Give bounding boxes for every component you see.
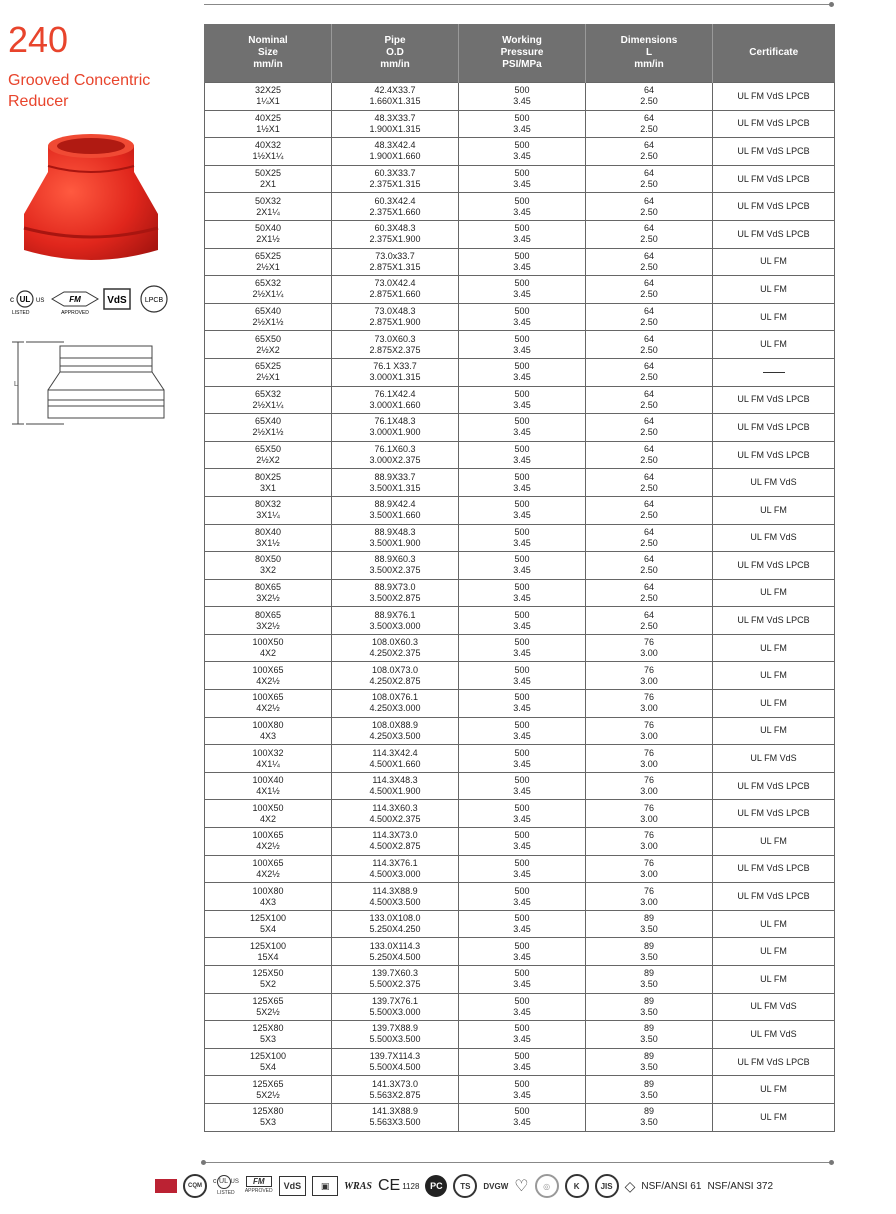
pipe-od-cell: 141.3X73.0 5.563X2.875 [332,1076,459,1104]
table-row [205,469,835,497]
working-pressure-cell: 500 3.45 [459,938,586,966]
table-row [205,193,835,221]
dimensions-cell: 89 3.50 [586,966,713,994]
nominal-size-cell: 125X80 5X3 [205,1021,332,1049]
footer-certification-logos [155,1172,835,1200]
working-pressure-cell: 500 3.45 [459,276,586,304]
pipe-od-cell: 76.1X42.4 3.000X1.660 [332,386,459,414]
pipe-od-cell: 42.4X33.7 1.660X1.315 [332,83,459,111]
certificate-cell: UL FM VdS LPCB [713,220,835,248]
header-certificate: Certificate [713,24,835,83]
c-mark: c [10,295,14,304]
dimensions-cell: 64 2.50 [586,303,713,331]
certificate-cell: UL FM VdS LPCB [713,414,835,442]
sp-diamond-icon: ◇ [624,1177,636,1194]
working-pressure-cell: 500 3.45 [459,552,586,580]
dimensions-cell: 64 2.50 [586,110,713,138]
table-row [205,1103,835,1131]
pipe-od-cell: 73.0x33.7 2.875X1.315 [332,248,459,276]
dimensions-cell: 76 3.00 [586,717,713,745]
listed-text: LISTED [12,310,30,316]
dimensions-cell: 64 2.50 [586,386,713,414]
pipe-od-cell: 139.7X114.3 5.500X4.500 [332,1048,459,1076]
nominal-size-cell: 65X25 2½X1 [205,358,332,386]
pipe-od-cell: 139.7X76.1 5.500X3.000 [332,993,459,1021]
fm-approved-icon [245,1175,273,1197]
table-row [205,303,835,331]
table-row [205,524,835,552]
dimensions-cell: 64 2.50 [586,414,713,442]
pipe-od-cell: 108.0X76.1 4.250X3.000 [332,690,459,718]
spec-table [204,24,835,1132]
pipe-od-cell: 139.7X88.9 5.500X3.500 [332,1021,459,1049]
nominal-size-cell: 65X50 2½X2 [205,441,332,469]
certificate-cell: UL FM VdS LPCB [713,165,835,193]
working-pressure-cell: 500 3.45 [459,607,586,635]
nominal-size-cell: 100X50 4X2 [205,800,332,828]
pipe-od-cell: 76.1X48.3 3.000X1.900 [332,414,459,442]
nominal-size-cell: 100X65 4X2½ [205,855,332,883]
us-mark: US [230,1178,239,1185]
kc-icon: K [565,1174,589,1198]
working-pressure-cell: 500 3.45 [459,469,586,497]
table-row [205,83,835,111]
pipe-od-cell: 88.9X48.3 3.500X1.900 [332,524,459,552]
bottom-rule [204,1162,830,1163]
product-name: Grooved Concentric Reducer [8,72,151,110]
certificate-cell: UL FM VdS LPCB [713,772,835,800]
table-row [205,828,835,856]
pipe-od-cell: 76.1X60.3 3.000X2.375 [332,441,459,469]
table-row [205,910,835,938]
nominal-size-cell: 100X50 4X2 [205,634,332,662]
nominal-size-cell: 65X40 2½X1½ [205,303,332,331]
nsf-372-label: NSF/ANSI 372 [707,1180,774,1192]
nominal-size-cell: 125X100 15X4 [205,938,332,966]
shield-check-icon: ♡ [514,1178,529,1195]
table-row [205,496,835,524]
pipe-od-cell: 60.3X33.7 2.375X1.315 [332,165,459,193]
certificate-cell: UL FM VdS [713,524,835,552]
dimensions-cell: 64 2.50 [586,607,713,635]
working-pressure-cell: 500 3.45 [459,441,586,469]
working-pressure-cell: 500 3.45 [459,855,586,883]
vds-icon: VdS [279,1176,307,1196]
working-pressure-cell: 500 3.45 [459,83,586,111]
dimensions-cell: 64 2.50 [586,193,713,221]
pipe-od-cell: 73.0X42.4 2.875X1.660 [332,276,459,304]
dimensions-cell: 64 2.50 [586,248,713,276]
header-pipe-od: Pipe O.D mm/in [332,24,459,83]
product-number: 240 [8,19,69,60]
us-text: US [36,298,45,304]
nominal-size-cell: 40X32 1½X1¼ [205,138,332,166]
dimensions-cell: 76 3.00 [586,772,713,800]
approved-mark: APPROVED [244,1188,273,1194]
working-pressure-cell: 500 3.45 [459,1076,586,1104]
certificate-cell: UL FM VdS [713,745,835,773]
l-label: L [14,381,18,388]
dimensions-cell: 64 2.50 [586,469,713,497]
certificate-cell: UL FM VdS LPCB [713,607,835,635]
nominal-size-cell: 125X65 5X2½ [205,1076,332,1104]
nominal-size-cell: 32X25 1¼X1 [205,83,332,111]
dimension-drawing [8,338,176,430]
certificate-cell: UL FM [713,579,835,607]
working-pressure-cell: 500 3.45 [459,165,586,193]
certificate-cell: UL FM [713,717,835,745]
dimensions-cell: 76 3.00 [586,800,713,828]
certificate-cell: UL FM VdS LPCB [713,110,835,138]
nominal-size-cell: 80X25 3X1 [205,469,332,497]
dimensions-cell: 64 2.50 [586,496,713,524]
pipe-od-cell: 60.3X42.4 2.375X1.660 [332,193,459,221]
working-pressure-cell: 500 3.45 [459,496,586,524]
pipe-od-cell: 88.9X42.4 3.500X1.660 [332,496,459,524]
ce-icon [378,1175,419,1197]
certificate-cell: UL FM [713,662,835,690]
certificate-cell: UL FM [713,910,835,938]
dimensions-cell: 89 3.50 [586,910,713,938]
pipe-od-cell: 108.0X60.3 4.250X2.375 [332,634,459,662]
nominal-size-cell: 50X40 2X1½ [205,220,332,248]
certificate-cell: UL FM [713,938,835,966]
working-pressure-cell: 500 3.45 [459,993,586,1021]
table-row [205,1021,835,1049]
working-pressure-cell: 500 3.45 [459,910,586,938]
ul-text: UL [19,295,31,304]
nominal-size-cell: 100X32 4X1¼ [205,745,332,773]
nominal-size-cell: 100X80 4X3 [205,717,332,745]
working-pressure-cell: 500 3.45 [459,110,586,138]
certificate-cell: UL FM [713,634,835,662]
dimensions-cell: 64 2.50 [586,524,713,552]
pipe-od-cell: 48.3X33.7 1.900X1.315 [332,110,459,138]
nominal-size-cell: 80X65 3X2½ [205,579,332,607]
dimensions-cell: 64 2.50 [586,220,713,248]
certificate-cell: UL FM VdS [713,1021,835,1049]
working-pressure-cell: 500 3.45 [459,193,586,221]
table-row [205,662,835,690]
pc-icon: PC [425,1175,447,1197]
table-row [205,607,835,635]
table-row [205,690,835,718]
certificate-cell: UL FM [713,1076,835,1104]
working-pressure-cell: 500 3.45 [459,1048,586,1076]
certificate-cell: UL FM VdS LPCB [713,1048,835,1076]
pipe-od-cell: 114.3X60.3 4.500X2.375 [332,800,459,828]
certificate-cell: UL FM [713,331,835,359]
working-pressure-cell: 500 3.45 [459,220,586,248]
certificate-cell: UL FM [713,966,835,994]
table-row [205,358,835,386]
dimensions-cell: 89 3.50 [586,1048,713,1076]
certificate-cell: UL FM [713,496,835,524]
quality-badge-icon [155,1179,177,1193]
nominal-size-cell: 40X25 1½X1 [205,110,332,138]
dimensions-cell: 64 2.50 [586,83,713,111]
fm-text: FM [69,295,81,304]
listed-mark: LISTED [217,1189,235,1196]
certificate-cell: UL FM VdS LPCB [713,138,835,166]
pipe-od-cell: 141.3X88.9 5.563X3.500 [332,1103,459,1131]
working-pressure-cell: 500 3.45 [459,634,586,662]
certificate-cell: UL FM VdS LPCB [713,800,835,828]
nominal-size-cell: 80X65 3X2½ [205,607,332,635]
working-pressure-cell: 500 3.45 [459,690,586,718]
dimensions-cell: 89 3.50 [586,1103,713,1131]
header-dimensions: Dimensions L mm/in [586,24,713,83]
table-row [205,634,835,662]
pipe-od-cell: 88.9X73.0 3.500X2.875 [332,579,459,607]
nominal-size-cell: 100X65 4X2½ [205,690,332,718]
table-row [205,938,835,966]
table-row [205,717,835,745]
dimensions-cell: 89 3.50 [586,938,713,966]
dimensions-cell: 76 3.00 [586,662,713,690]
working-pressure-cell: 500 3.45 [459,138,586,166]
pipe-od-cell: 48.3X42.4 1.900X1.660 [332,138,459,166]
working-pressure-cell: 500 3.45 [459,828,586,856]
nominal-size-cell: 65X32 2½X1¼ [205,386,332,414]
certificate-cell: UL FM VdS LPCB [713,441,835,469]
pipe-od-cell: 114.3X73.0 4.500X2.875 [332,828,459,856]
dimensions-cell: 89 3.50 [586,1021,713,1049]
nominal-size-cell: 125X65 5X2½ [205,993,332,1021]
ce-number: 1128 [402,1181,420,1191]
working-pressure-cell: 500 3.45 [459,800,586,828]
nominal-size-cell: 100X40 4X1½ [205,772,332,800]
table-row [205,552,835,580]
table-row [205,883,835,911]
pipe-od-cell: 114.3X88.9 4.500X3.500 [332,883,459,911]
table-row [205,1076,835,1104]
product-image [12,132,170,272]
certificate-cell: UL FM VdS LPCB [713,386,835,414]
dimensions-cell: 76 3.00 [586,634,713,662]
no-certificate-dash [763,372,785,373]
table-row [205,1048,835,1076]
dimensions-cell: 64 2.50 [586,579,713,607]
working-pressure-cell: 500 3.45 [459,358,586,386]
dimensions-cell: 76 3.00 [586,690,713,718]
table-row [205,248,835,276]
pipe-od-cell: 108.0X88.9 4.250X3.500 [332,717,459,745]
nsf-61-label: NSF/ANSI 61 [641,1180,702,1192]
working-pressure-cell: 500 3.45 [459,662,586,690]
certificate-cell: UL FM [713,248,835,276]
certificate-cell: UL FM VdS [713,993,835,1021]
pipe-od-cell: 88.9X33.7 3.500X1.315 [332,469,459,497]
nominal-size-cell: 125X50 5X2 [205,966,332,994]
nominal-size-cell: 80X32 3X1¼ [205,496,332,524]
ul-listed-icon: c UL US LISTED [213,1175,239,1197]
working-pressure-cell: 500 3.45 [459,248,586,276]
dimensions-cell: 76 3.00 [586,883,713,911]
wras-icon: WRAS [344,1180,372,1192]
working-pressure-cell: 500 3.45 [459,966,586,994]
dimensions-cell: 89 3.50 [586,1076,713,1104]
pipe-od-cell: 133.0X108.0 5.250X4.250 [332,910,459,938]
pipe-od-cell: 114.3X42.4 4.500X1.660 [332,745,459,773]
working-pressure-cell: 500 3.45 [459,386,586,414]
certificate-cell: UL FM VdS LPCB [713,855,835,883]
pipe-od-cell: 108.0X73.0 4.250X2.875 [332,662,459,690]
certificate-cell: UL FM VdS LPCB [713,552,835,580]
pipe-od-cell: 114.3X76.1 4.500X3.000 [332,855,459,883]
certificate-cell: UL FM VdS [713,469,835,497]
working-pressure-cell: 500 3.45 [459,745,586,773]
certificate-cell: UL FM [713,276,835,304]
pipe-od-cell: 139.7X60.3 5.500X2.375 [332,966,459,994]
pipe-od-cell: 88.9X60.3 3.500X2.375 [332,552,459,580]
header-row [205,24,835,83]
dimensions-cell: 64 2.50 [586,358,713,386]
working-pressure-cell: 500 3.45 [459,331,586,359]
dimensions-cell: 76 3.00 [586,855,713,883]
working-pressure-cell: 500 3.45 [459,1021,586,1049]
table-row [205,993,835,1021]
dvgw-icon: DVGW [483,1181,509,1191]
nominal-size-cell: 65X32 2½X1¼ [205,276,332,304]
certificate-cell: UL FM [713,1103,835,1131]
dimensions-cell: 64 2.50 [586,552,713,580]
working-pressure-cell: 500 3.45 [459,579,586,607]
working-pressure-cell: 500 3.45 [459,772,586,800]
working-pressure-cell: 500 3.45 [459,883,586,911]
header-nominal-size: Nominal Size mm/in [205,24,332,83]
pipe-od-cell: 88.9X76.1 3.500X3.000 [332,607,459,635]
certificate-cell [713,358,835,386]
certification-box-icon: ▣ [312,1176,338,1196]
fm-mark: FM [246,1176,272,1187]
spec-table-body [205,83,835,1132]
seal-icon: ◎ [535,1174,559,1198]
table-row [205,165,835,193]
table-row [205,276,835,304]
working-pressure-cell: 500 3.45 [459,717,586,745]
table-row [205,579,835,607]
approved-text: APPROVED [61,310,89,316]
dimensions-cell: 64 2.50 [586,276,713,304]
table-row [205,772,835,800]
pipe-od-cell: 60.3X48.3 2.375X1.900 [332,220,459,248]
nominal-size-cell: 100X80 4X3 [205,883,332,911]
table-row [205,414,835,442]
dimensions-cell: 76 3.00 [586,745,713,773]
nominal-size-cell: 65X40 2½X1½ [205,414,332,442]
dimensions-cell: 89 3.50 [586,993,713,1021]
working-pressure-cell: 500 3.45 [459,1103,586,1131]
dimensions-cell: 76 3.00 [586,828,713,856]
ul-mark: UL [217,1175,231,1189]
nominal-size-cell: 65X50 2½X2 [205,331,332,359]
pipe-od-cell: 73.0X60.3 2.875X2.375 [332,331,459,359]
table-row [205,138,835,166]
nominal-size-cell: 100X65 4X2½ [205,662,332,690]
table-row [205,110,835,138]
cqm-icon: CQM [183,1174,207,1198]
jis-icon: JIS [595,1174,619,1198]
dimensions-cell: 64 2.50 [586,138,713,166]
nominal-size-cell: 125X100 5X4 [205,1048,332,1076]
working-pressure-cell: 500 3.45 [459,414,586,442]
nominal-size-cell: 50X25 2X1 [205,165,332,193]
certification-logos [8,284,183,318]
nominal-size-cell: 100X65 4X2½ [205,828,332,856]
table-row [205,331,835,359]
nominal-size-cell: 80X50 3X2 [205,552,332,580]
pipe-od-cell: 114.3X48.3 4.500X1.900 [332,772,459,800]
nominal-size-cell: 125X100 5X4 [205,910,332,938]
top-rule [204,4,830,5]
certificate-cell: UL FM [713,828,835,856]
header-working-pressure: Working Pressure PSI/MPa [459,24,586,83]
lpcb-text: LPCB [144,297,164,304]
nominal-size-cell: 125X80 5X3 [205,1103,332,1131]
table-row [205,386,835,414]
pipe-od-cell: 73.0X48.3 2.875X1.900 [332,303,459,331]
certificate-cell: UL FM VdS LPCB [713,193,835,221]
dimensions-cell: 64 2.50 [586,165,713,193]
nominal-size-cell: 50X32 2X1¼ [205,193,332,221]
table-row [205,441,835,469]
table-row [205,966,835,994]
working-pressure-cell: 500 3.45 [459,524,586,552]
certificate-cell: UL FM VdS LPCB [713,883,835,911]
dimensions-cell: 64 2.50 [586,441,713,469]
certificate-cell: UL FM [713,303,835,331]
ce-mark: CE [377,1177,401,1194]
certificate-cell: UL FM [713,690,835,718]
working-pressure-cell: 500 3.45 [459,303,586,331]
table-row [205,800,835,828]
certificate-cell: UL FM VdS LPCB [713,83,835,111]
table-row [205,745,835,773]
nominal-size-cell: 80X40 3X1½ [205,524,332,552]
dimensions-cell: 64 2.50 [586,331,713,359]
pipe-od-cell: 133.0X114.3 5.250X4.500 [332,938,459,966]
ts-icon: TS [453,1174,477,1198]
table-row [205,855,835,883]
table-row [205,220,835,248]
pipe-od-cell: 76.1 X33.7 3.000X1.315 [332,358,459,386]
nominal-size-cell: 65X25 2½X1 [205,248,332,276]
vds-text: VdS [107,295,127,306]
